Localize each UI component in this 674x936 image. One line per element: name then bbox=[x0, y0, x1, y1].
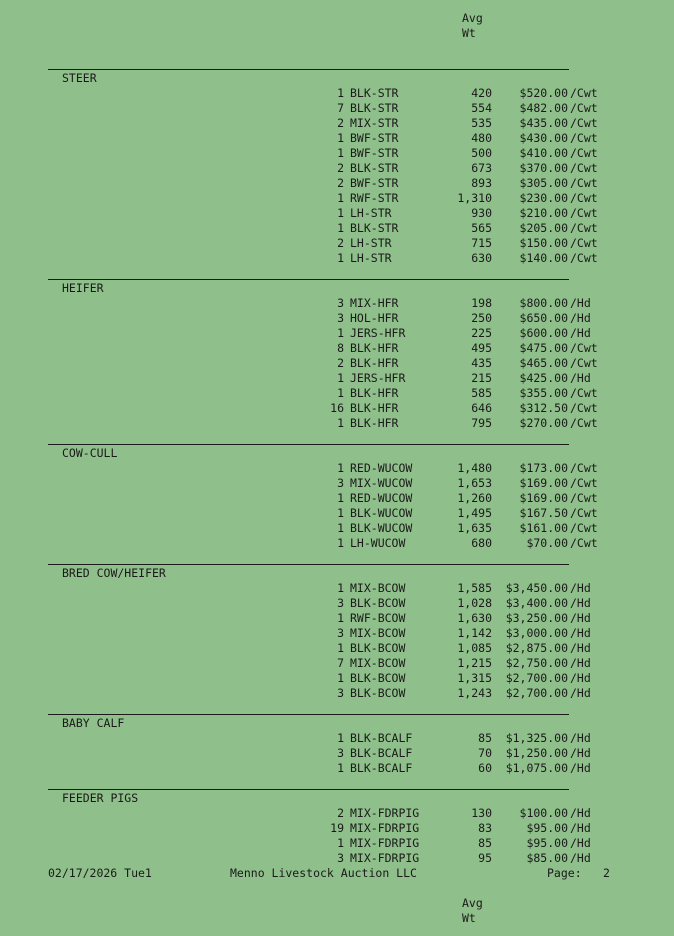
table-row bbox=[0, 86, 674, 101]
lot-description: MIX-FDRPIG bbox=[350, 851, 420, 865]
average-weight: 435 bbox=[471, 356, 492, 370]
average-weight: 420 bbox=[471, 86, 492, 100]
section-divider bbox=[48, 714, 569, 715]
price-unit: /Hd bbox=[570, 671, 591, 685]
table-row bbox=[0, 596, 674, 611]
table-row bbox=[0, 146, 674, 161]
lot-description: LH-STR bbox=[350, 251, 392, 265]
lot-quantity: 1 bbox=[337, 611, 344, 625]
lot-quantity: 19 bbox=[330, 821, 344, 835]
lot-description: LH-STR bbox=[350, 206, 392, 220]
table-row bbox=[0, 626, 674, 641]
table-row bbox=[0, 386, 674, 401]
lot-description: RWF-BCOW bbox=[350, 611, 406, 625]
table-row bbox=[0, 161, 674, 176]
section-title: BRED COW/HEIFER bbox=[62, 566, 166, 580]
lot-description: LH-STR bbox=[350, 236, 392, 250]
price-unit: /Cwt bbox=[570, 491, 598, 505]
lot-description: JERS-HFR bbox=[350, 371, 406, 385]
table-row bbox=[0, 656, 674, 671]
sale-price: $3,450.00 bbox=[505, 581, 568, 595]
lot-description: MIX-HFR bbox=[350, 296, 399, 310]
average-weight: 893 bbox=[471, 176, 492, 190]
sale-price: $410.00 bbox=[519, 146, 568, 160]
average-weight: 85 bbox=[478, 731, 492, 745]
sale-price: $161.00 bbox=[519, 521, 568, 535]
average-weight: 480 bbox=[471, 131, 492, 145]
lot-quantity: 1 bbox=[337, 641, 344, 655]
average-weight: 1,630 bbox=[457, 611, 492, 625]
sale-price: $3,000.00 bbox=[505, 626, 568, 640]
average-weight: 1,480 bbox=[457, 461, 492, 475]
lot-quantity: 3 bbox=[337, 746, 344, 760]
lot-description: RED-WUCOW bbox=[350, 491, 413, 505]
report-date: 02/17/2026 Tue1 bbox=[48, 866, 152, 880]
average-weight: 535 bbox=[471, 116, 492, 130]
table-row bbox=[0, 686, 674, 701]
price-unit: /Cwt bbox=[570, 161, 598, 175]
sale-price: $430.00 bbox=[519, 131, 568, 145]
lot-description: BWF-STR bbox=[350, 146, 399, 160]
price-unit: /Cwt bbox=[570, 506, 598, 520]
column-header-avg: Avg bbox=[462, 11, 483, 25]
table-row bbox=[0, 296, 674, 311]
average-weight: 673 bbox=[471, 161, 492, 175]
lot-quantity: 2 bbox=[337, 161, 344, 175]
average-weight: 554 bbox=[471, 101, 492, 115]
lot-quantity: 3 bbox=[337, 686, 344, 700]
sale-price: $355.00 bbox=[519, 386, 568, 400]
table-row bbox=[0, 131, 674, 146]
sale-price: $95.00 bbox=[526, 836, 568, 850]
price-unit: /Cwt bbox=[570, 356, 598, 370]
average-weight: 1,653 bbox=[457, 476, 492, 490]
sale-price: $650.00 bbox=[519, 311, 568, 325]
lot-quantity: 1 bbox=[337, 491, 344, 505]
lot-description: BLK-STR bbox=[350, 221, 399, 235]
lot-quantity: 1 bbox=[337, 371, 344, 385]
sale-price: $312.50 bbox=[519, 401, 568, 415]
page-number: 2 bbox=[603, 866, 610, 880]
price-unit: /Hd bbox=[570, 596, 591, 610]
sale-price: $482.00 bbox=[519, 101, 568, 115]
lot-quantity: 1 bbox=[337, 671, 344, 685]
price-unit: /Hd bbox=[570, 626, 591, 640]
lot-description: BWF-STR bbox=[350, 176, 399, 190]
sale-price: $370.00 bbox=[519, 161, 568, 175]
lot-quantity: 1 bbox=[337, 86, 344, 100]
table-row bbox=[0, 116, 674, 131]
sale-price: $3,400.00 bbox=[505, 596, 568, 610]
lot-quantity: 1 bbox=[337, 191, 344, 205]
price-unit: /Hd bbox=[570, 581, 591, 595]
lot-quantity: 2 bbox=[337, 356, 344, 370]
lot-quantity: 1 bbox=[337, 416, 344, 430]
sale-price: $465.00 bbox=[519, 356, 568, 370]
lot-description: BLK-BCALF bbox=[350, 761, 413, 775]
price-unit: /Cwt bbox=[570, 116, 598, 130]
lot-description: BLK-HFR bbox=[350, 386, 399, 400]
price-unit: /Hd bbox=[570, 371, 591, 385]
table-row bbox=[0, 326, 674, 341]
price-unit: /Cwt bbox=[570, 401, 598, 415]
average-weight: 225 bbox=[471, 326, 492, 340]
table-row bbox=[0, 806, 674, 821]
table-row bbox=[0, 821, 674, 836]
lot-quantity: 1 bbox=[337, 326, 344, 340]
lot-description: BLK-BCOW bbox=[350, 671, 406, 685]
sale-price: $270.00 bbox=[519, 416, 568, 430]
sale-price: $85.00 bbox=[526, 851, 568, 865]
lot-quantity: 1 bbox=[337, 536, 344, 550]
price-unit: /Cwt bbox=[570, 206, 598, 220]
lot-quantity: 1 bbox=[337, 581, 344, 595]
price-unit: /Cwt bbox=[570, 236, 598, 250]
lot-description: BLK-HFR bbox=[350, 416, 399, 430]
average-weight: 1,260 bbox=[457, 491, 492, 505]
average-weight: 630 bbox=[471, 251, 492, 265]
table-row bbox=[0, 461, 674, 476]
sale-price: $600.00 bbox=[519, 326, 568, 340]
sale-price: $150.00 bbox=[519, 236, 568, 250]
table-row bbox=[0, 536, 674, 551]
lot-description: RED-WUCOW bbox=[350, 461, 413, 475]
lot-quantity: 1 bbox=[337, 206, 344, 220]
lot-quantity: 3 bbox=[337, 311, 344, 325]
lot-quantity: 3 bbox=[337, 476, 344, 490]
lot-description: MIX-BCOW bbox=[350, 656, 406, 670]
lot-description: MIX-WUCOW bbox=[350, 476, 413, 490]
table-row bbox=[0, 101, 674, 116]
average-weight: 1,028 bbox=[457, 596, 492, 610]
average-weight: 70 bbox=[478, 746, 492, 760]
average-weight: 250 bbox=[471, 311, 492, 325]
price-unit: /Cwt bbox=[570, 536, 598, 550]
sale-price: $169.00 bbox=[519, 476, 568, 490]
sale-price: $1,250.00 bbox=[505, 746, 568, 760]
column-header-avg-bottom: Avg bbox=[462, 896, 483, 910]
average-weight: 930 bbox=[471, 206, 492, 220]
price-unit: /Cwt bbox=[570, 341, 598, 355]
section-title: STEER bbox=[62, 71, 97, 85]
lot-description: BLK-HFR bbox=[350, 401, 399, 415]
average-weight: 1,243 bbox=[457, 686, 492, 700]
lot-description: MIX-STR bbox=[350, 116, 399, 130]
lot-description: MIX-FDRPIG bbox=[350, 836, 420, 850]
price-unit: /Cwt bbox=[570, 176, 598, 190]
average-weight: 1,635 bbox=[457, 521, 492, 535]
lot-quantity: 1 bbox=[337, 461, 344, 475]
lot-quantity: 3 bbox=[337, 626, 344, 640]
table-row bbox=[0, 371, 674, 386]
lot-quantity: 2 bbox=[337, 806, 344, 820]
sale-price: $140.00 bbox=[519, 251, 568, 265]
sale-price: $435.00 bbox=[519, 116, 568, 130]
price-unit: /Cwt bbox=[570, 86, 598, 100]
sale-price: $169.00 bbox=[519, 491, 568, 505]
price-unit: /Cwt bbox=[570, 101, 598, 115]
sale-price: $305.00 bbox=[519, 176, 568, 190]
lot-quantity: 2 bbox=[337, 116, 344, 130]
price-unit: /Hd bbox=[570, 731, 591, 745]
price-unit: /Hd bbox=[570, 611, 591, 625]
lot-quantity: 1 bbox=[337, 761, 344, 775]
table-row bbox=[0, 341, 674, 356]
price-unit: /Hd bbox=[570, 296, 591, 310]
lot-quantity: 7 bbox=[337, 656, 344, 670]
section-divider bbox=[48, 564, 569, 565]
table-row bbox=[0, 311, 674, 326]
lot-description: BLK-STR bbox=[350, 161, 399, 175]
lot-description: RWF-STR bbox=[350, 191, 399, 205]
average-weight: 85 bbox=[478, 836, 492, 850]
table-row bbox=[0, 191, 674, 206]
price-unit: /Cwt bbox=[570, 191, 598, 205]
column-header-wt-bottom: Wt bbox=[462, 911, 476, 925]
sale-price: $173.00 bbox=[519, 461, 568, 475]
lot-quantity: 3 bbox=[337, 851, 344, 865]
section-title: BABY CALF bbox=[62, 716, 125, 730]
price-unit: /Cwt bbox=[570, 251, 598, 265]
lot-description: BLK-BCALF bbox=[350, 746, 413, 760]
average-weight: 215 bbox=[471, 371, 492, 385]
lot-quantity: 1 bbox=[337, 251, 344, 265]
price-unit: /Hd bbox=[570, 326, 591, 340]
table-row bbox=[0, 851, 674, 866]
section-title: COW-CULL bbox=[62, 446, 118, 460]
lot-quantity: 3 bbox=[337, 596, 344, 610]
table-row bbox=[0, 836, 674, 851]
average-weight: 1,315 bbox=[457, 671, 492, 685]
average-weight: 500 bbox=[471, 146, 492, 160]
lot-quantity: 1 bbox=[337, 521, 344, 535]
average-weight: 495 bbox=[471, 341, 492, 355]
company-name: Menno Livestock Auction LLC bbox=[230, 866, 417, 880]
lot-description: BLK-BCALF bbox=[350, 731, 413, 745]
table-row bbox=[0, 641, 674, 656]
sale-price: $205.00 bbox=[519, 221, 568, 235]
price-unit: /Cwt bbox=[570, 386, 598, 400]
sale-price: $425.00 bbox=[519, 371, 568, 385]
price-unit: /Hd bbox=[570, 311, 591, 325]
price-unit: /Hd bbox=[570, 851, 591, 865]
table-row bbox=[0, 491, 674, 506]
price-unit: /Cwt bbox=[570, 131, 598, 145]
sale-price: $95.00 bbox=[526, 821, 568, 835]
average-weight: 95 bbox=[478, 851, 492, 865]
table-row bbox=[0, 176, 674, 191]
lot-quantity: 3 bbox=[337, 296, 344, 310]
lot-description: MIX-BCOW bbox=[350, 581, 406, 595]
table-row bbox=[0, 671, 674, 686]
average-weight: 1,215 bbox=[457, 656, 492, 670]
lot-description: BLK-BCOW bbox=[350, 686, 406, 700]
lot-description: MIX-FDRPIG bbox=[350, 806, 420, 820]
lot-quantity: 1 bbox=[337, 731, 344, 745]
lot-quantity: 1 bbox=[337, 836, 344, 850]
table-row bbox=[0, 476, 674, 491]
lot-description: BWF-STR bbox=[350, 131, 399, 145]
price-unit: /Hd bbox=[570, 686, 591, 700]
lot-description: BLK-STR bbox=[350, 86, 399, 100]
table-row bbox=[0, 611, 674, 626]
price-unit: /Hd bbox=[570, 641, 591, 655]
average-weight: 198 bbox=[471, 296, 492, 310]
table-row bbox=[0, 581, 674, 596]
lot-description: BLK-BCOW bbox=[350, 641, 406, 655]
sale-price: $1,325.00 bbox=[505, 731, 568, 745]
lot-description: BLK-WUCOW bbox=[350, 506, 413, 520]
average-weight: 1,142 bbox=[457, 626, 492, 640]
sale-price: $210.00 bbox=[519, 206, 568, 220]
lot-description: BLK-STR bbox=[350, 101, 399, 115]
sale-price: $520.00 bbox=[519, 86, 568, 100]
lot-description: JERS-HFR bbox=[350, 326, 406, 340]
average-weight: 1,585 bbox=[457, 581, 492, 595]
lot-quantity: 16 bbox=[330, 401, 344, 415]
average-weight: 60 bbox=[478, 761, 492, 775]
average-weight: 795 bbox=[471, 416, 492, 430]
average-weight: 680 bbox=[471, 536, 492, 550]
table-row bbox=[0, 356, 674, 371]
table-row bbox=[0, 221, 674, 236]
lot-description: BLK-HFR bbox=[350, 341, 399, 355]
sale-price: $100.00 bbox=[519, 806, 568, 820]
section-divider bbox=[48, 69, 569, 70]
price-unit: /Cwt bbox=[570, 146, 598, 160]
price-unit: /Hd bbox=[570, 746, 591, 760]
lot-quantity: 1 bbox=[337, 221, 344, 235]
section-title: HEIFER bbox=[62, 281, 104, 295]
sale-price: $1,075.00 bbox=[505, 761, 568, 775]
section-divider bbox=[48, 444, 569, 445]
lot-quantity: 1 bbox=[337, 131, 344, 145]
price-unit: /Hd bbox=[570, 821, 591, 835]
section-divider bbox=[48, 279, 569, 280]
lot-description: HOL-HFR bbox=[350, 311, 399, 325]
average-weight: 130 bbox=[471, 806, 492, 820]
table-row bbox=[0, 251, 674, 266]
lot-description: BLK-HFR bbox=[350, 356, 399, 370]
lot-description: MIX-BCOW bbox=[350, 626, 406, 640]
sale-price: $167.50 bbox=[519, 506, 568, 520]
lot-quantity: 1 bbox=[337, 386, 344, 400]
section-title: FEEDER PIGS bbox=[62, 791, 139, 805]
average-weight: 715 bbox=[471, 236, 492, 250]
table-row bbox=[0, 521, 674, 536]
table-row bbox=[0, 761, 674, 776]
lot-quantity: 1 bbox=[337, 146, 344, 160]
average-weight: 565 bbox=[471, 221, 492, 235]
average-weight: 1,495 bbox=[457, 506, 492, 520]
sale-price: $3,250.00 bbox=[505, 611, 568, 625]
table-row bbox=[0, 416, 674, 431]
lot-quantity: 8 bbox=[337, 341, 344, 355]
sale-price: $230.00 bbox=[519, 191, 568, 205]
lot-quantity: 2 bbox=[337, 236, 344, 250]
average-weight: 585 bbox=[471, 386, 492, 400]
lot-description: BLK-WUCOW bbox=[350, 521, 413, 535]
price-unit: /Cwt bbox=[570, 476, 598, 490]
price-unit: /Hd bbox=[570, 836, 591, 850]
column-header-wt: Wt bbox=[462, 26, 476, 40]
sale-price: $2,875.00 bbox=[505, 641, 568, 655]
price-unit: /Cwt bbox=[570, 521, 598, 535]
sale-price: $2,700.00 bbox=[505, 686, 568, 700]
table-row bbox=[0, 506, 674, 521]
sale-price: $800.00 bbox=[519, 296, 568, 310]
sale-price: $2,750.00 bbox=[505, 656, 568, 670]
lot-description: MIX-FDRPIG bbox=[350, 821, 420, 835]
lot-description: LH-WUCOW bbox=[350, 536, 406, 550]
price-unit: /Hd bbox=[570, 806, 591, 820]
lot-quantity: 1 bbox=[337, 506, 344, 520]
sale-price: $70.00 bbox=[526, 536, 568, 550]
table-row bbox=[0, 746, 674, 761]
table-row bbox=[0, 206, 674, 221]
sale-price: $2,700.00 bbox=[505, 671, 568, 685]
section-divider bbox=[48, 789, 569, 790]
lot-quantity: 2 bbox=[337, 176, 344, 190]
lot-description: BLK-BCOW bbox=[350, 596, 406, 610]
table-row bbox=[0, 236, 674, 251]
page-label: Page: bbox=[547, 866, 582, 880]
price-unit: /Cwt bbox=[570, 461, 598, 475]
sale-price: $475.00 bbox=[519, 341, 568, 355]
price-unit: /Hd bbox=[570, 656, 591, 670]
average-weight: 646 bbox=[471, 401, 492, 415]
price-unit: /Cwt bbox=[570, 416, 598, 430]
price-unit: /Hd bbox=[570, 761, 591, 775]
table-row bbox=[0, 731, 674, 746]
table-row bbox=[0, 401, 674, 416]
lot-quantity: 7 bbox=[337, 101, 344, 115]
price-unit: /Cwt bbox=[570, 221, 598, 235]
average-weight: 83 bbox=[478, 821, 492, 835]
average-weight: 1,310 bbox=[457, 191, 492, 205]
average-weight: 1,085 bbox=[457, 641, 492, 655]
